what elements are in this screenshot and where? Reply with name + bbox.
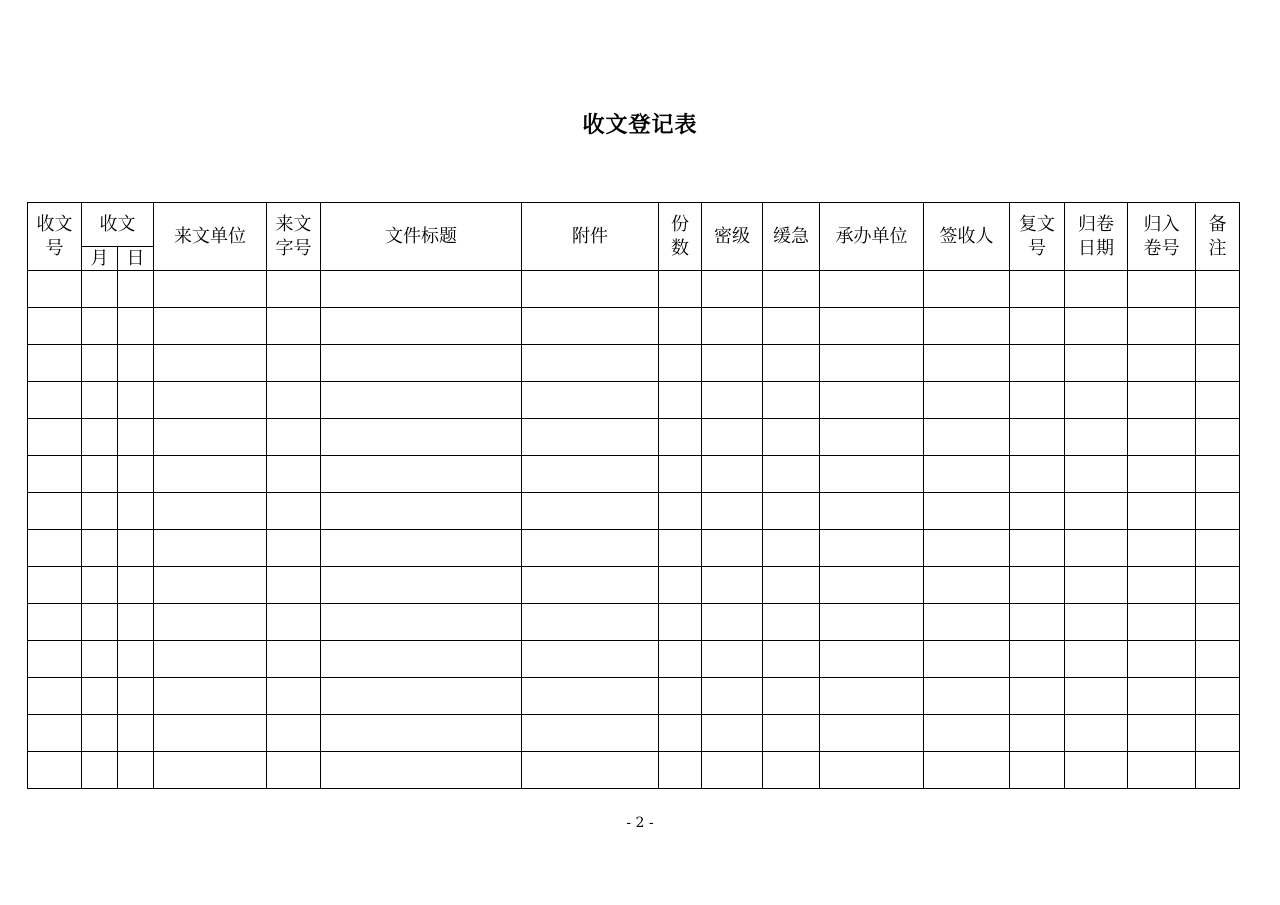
table-cell[interactable]: [1128, 752, 1196, 789]
table-cell[interactable]: [1065, 345, 1128, 382]
header-filing-date: 归卷 日期: [1065, 203, 1128, 271]
table-cell[interactable]: [924, 419, 1010, 456]
header-remarks: 备 注: [1196, 203, 1240, 271]
table-cell[interactable]: [924, 678, 1010, 715]
table-cell[interactable]: [820, 308, 924, 345]
table-cell[interactable]: [321, 641, 522, 678]
table-cell[interactable]: [1065, 382, 1128, 419]
table-cell[interactable]: [82, 567, 118, 604]
table-row: [28, 345, 1240, 382]
table-cell[interactable]: [118, 456, 154, 493]
table-cell[interactable]: [267, 752, 321, 789]
table-cell[interactable]: [1128, 567, 1196, 604]
table-cell[interactable]: [82, 641, 118, 678]
table-cell[interactable]: [267, 530, 321, 567]
table-cell[interactable]: [820, 419, 924, 456]
header-doc-title: 文件标题: [321, 203, 522, 271]
header-attachment: 附件: [522, 203, 659, 271]
header-sender-unit: 来文单位: [154, 203, 267, 271]
table-cell[interactable]: [763, 567, 820, 604]
table-cell[interactable]: [1196, 715, 1240, 752]
table-cell[interactable]: [1128, 678, 1196, 715]
table-row: [28, 641, 1240, 678]
table-cell[interactable]: [1010, 456, 1065, 493]
table-cell[interactable]: [763, 641, 820, 678]
table-cell[interactable]: [924, 641, 1010, 678]
table-cell[interactable]: [1128, 271, 1196, 308]
table-cell[interactable]: [154, 530, 267, 567]
table-cell[interactable]: [118, 678, 154, 715]
table-cell[interactable]: [267, 456, 321, 493]
table-cell[interactable]: [1128, 641, 1196, 678]
table-row: [28, 308, 1240, 345]
table-cell[interactable]: [118, 493, 154, 530]
header-signer: 签收人: [924, 203, 1010, 271]
table-cell[interactable]: [763, 530, 820, 567]
table-cell[interactable]: [82, 752, 118, 789]
table-cell[interactable]: [1196, 530, 1240, 567]
table-cell[interactable]: [702, 345, 763, 382]
table-cell[interactable]: [820, 715, 924, 752]
table-cell[interactable]: [82, 678, 118, 715]
table-cell[interactable]: [154, 382, 267, 419]
table-cell[interactable]: [702, 308, 763, 345]
table-cell[interactable]: [659, 641, 702, 678]
table-cell[interactable]: [763, 678, 820, 715]
table-row: [28, 382, 1240, 419]
table-cell[interactable]: [267, 641, 321, 678]
header-doc-number: 来文 字号: [267, 203, 321, 271]
table-cell[interactable]: [763, 456, 820, 493]
table-cell[interactable]: [1010, 530, 1065, 567]
table-cell[interactable]: [659, 456, 702, 493]
table-cell[interactable]: [28, 715, 82, 752]
table-cell[interactable]: [1065, 604, 1128, 641]
table-cell[interactable]: [702, 752, 763, 789]
table-cell[interactable]: [321, 419, 522, 456]
table-cell[interactable]: [1196, 678, 1240, 715]
table-cell[interactable]: [1065, 567, 1128, 604]
table-cell[interactable]: [28, 493, 82, 530]
table-cell[interactable]: [924, 271, 1010, 308]
table-cell[interactable]: [702, 641, 763, 678]
table-cell[interactable]: [321, 715, 522, 752]
table-cell[interactable]: [522, 752, 659, 789]
table-cell[interactable]: [267, 308, 321, 345]
table-cell[interactable]: [28, 382, 82, 419]
table-cell[interactable]: [924, 752, 1010, 789]
table-cell[interactable]: [763, 345, 820, 382]
table-cell[interactable]: [1196, 567, 1240, 604]
table-cell[interactable]: [659, 715, 702, 752]
table-cell[interactable]: [659, 382, 702, 419]
table-cell[interactable]: [763, 271, 820, 308]
table-cell[interactable]: [1196, 493, 1240, 530]
table-cell[interactable]: [267, 382, 321, 419]
table-cell[interactable]: [321, 493, 522, 530]
table-cell[interactable]: [1010, 641, 1065, 678]
table-cell[interactable]: [321, 308, 522, 345]
register-body: [28, 271, 1240, 789]
table-cell[interactable]: [154, 419, 267, 456]
table-row: [28, 567, 1240, 604]
table-cell[interactable]: [820, 678, 924, 715]
table-cell[interactable]: [522, 604, 659, 641]
table-cell[interactable]: [154, 752, 267, 789]
table-cell[interactable]: [702, 530, 763, 567]
table-cell[interactable]: [28, 456, 82, 493]
table-cell[interactable]: [118, 752, 154, 789]
table-cell[interactable]: [924, 345, 1010, 382]
table-cell[interactable]: [1196, 456, 1240, 493]
table-cell[interactable]: [763, 715, 820, 752]
table-cell[interactable]: [1065, 493, 1128, 530]
table-cell[interactable]: [321, 752, 522, 789]
table-cell[interactable]: [1128, 493, 1196, 530]
table-row: [28, 493, 1240, 530]
header-copies: 份 数: [659, 203, 702, 271]
table-cell[interactable]: [522, 493, 659, 530]
table-cell[interactable]: [659, 493, 702, 530]
table-cell[interactable]: [924, 456, 1010, 493]
header-month: 月: [82, 247, 118, 271]
table-cell[interactable]: [1010, 604, 1065, 641]
table-cell[interactable]: [154, 604, 267, 641]
table-cell[interactable]: [1010, 678, 1065, 715]
table-cell[interactable]: [154, 567, 267, 604]
table-cell[interactable]: [1196, 345, 1240, 382]
table-cell[interactable]: [321, 567, 522, 604]
table-cell[interactable]: [82, 419, 118, 456]
table-cell[interactable]: [522, 678, 659, 715]
table-cell[interactable]: [1010, 493, 1065, 530]
table-cell[interactable]: [28, 271, 82, 308]
header-receive-date: 收文: [82, 203, 154, 247]
table-cell[interactable]: [924, 382, 1010, 419]
table-cell[interactable]: [1010, 567, 1065, 604]
table-cell[interactable]: [267, 271, 321, 308]
table-cell[interactable]: [1128, 345, 1196, 382]
table-cell[interactable]: [659, 604, 702, 641]
table-cell[interactable]: [763, 752, 820, 789]
table-cell[interactable]: [1196, 604, 1240, 641]
table-cell[interactable]: [82, 345, 118, 382]
table-cell[interactable]: [28, 678, 82, 715]
header-day: 日: [118, 247, 154, 271]
table-cell[interactable]: [1196, 419, 1240, 456]
table-cell[interactable]: [820, 271, 924, 308]
table-cell[interactable]: [82, 382, 118, 419]
table-cell[interactable]: [28, 345, 82, 382]
table-cell[interactable]: [702, 456, 763, 493]
table-cell[interactable]: [82, 271, 118, 308]
receive-register-table: [27, 202, 1240, 789]
table-cell[interactable]: [267, 419, 321, 456]
table-cell[interactable]: [522, 530, 659, 567]
table-cell[interactable]: [820, 641, 924, 678]
table-cell[interactable]: [522, 382, 659, 419]
table-cell[interactable]: [702, 382, 763, 419]
table-cell[interactable]: [1065, 419, 1128, 456]
table-cell[interactable]: [522, 345, 659, 382]
table-cell[interactable]: [1065, 678, 1128, 715]
table-cell[interactable]: [924, 530, 1010, 567]
table-cell[interactable]: [1196, 382, 1240, 419]
table-cell[interactable]: [1065, 308, 1128, 345]
table-cell[interactable]: [820, 567, 924, 604]
table-cell[interactable]: [82, 530, 118, 567]
table-cell[interactable]: [820, 345, 924, 382]
table-cell[interactable]: [820, 604, 924, 641]
table-cell[interactable]: [267, 345, 321, 382]
table-cell[interactable]: [321, 530, 522, 567]
table-cell[interactable]: [154, 456, 267, 493]
table-cell[interactable]: [1010, 715, 1065, 752]
table-cell[interactable]: [924, 493, 1010, 530]
table-cell[interactable]: [522, 456, 659, 493]
table-row: [28, 456, 1240, 493]
table-cell[interactable]: [1010, 308, 1065, 345]
table-cell[interactable]: [267, 715, 321, 752]
table-cell[interactable]: [763, 604, 820, 641]
table-cell[interactable]: [659, 678, 702, 715]
table-cell[interactable]: [1196, 752, 1240, 789]
table-cell[interactable]: [1065, 271, 1128, 308]
table-cell[interactable]: [321, 604, 522, 641]
table-cell[interactable]: [118, 345, 154, 382]
table-cell[interactable]: [82, 604, 118, 641]
table-row: [28, 419, 1240, 456]
table-cell[interactable]: [702, 715, 763, 752]
header-secrecy: 密级: [702, 203, 763, 271]
table-cell[interactable]: [118, 567, 154, 604]
table-cell[interactable]: [1128, 382, 1196, 419]
table-cell[interactable]: [702, 271, 763, 308]
table-cell[interactable]: [154, 345, 267, 382]
table-cell[interactable]: [820, 530, 924, 567]
table-cell[interactable]: [1065, 456, 1128, 493]
page-title: 收文登记表: [582, 113, 698, 138]
table-cell[interactable]: [1010, 345, 1065, 382]
table-cell[interactable]: [1196, 641, 1240, 678]
table-cell[interactable]: [118, 604, 154, 641]
table-cell[interactable]: [1128, 530, 1196, 567]
table-cell[interactable]: [321, 271, 522, 308]
table-cell[interactable]: [702, 567, 763, 604]
table-cell[interactable]: [154, 641, 267, 678]
table-cell[interactable]: [321, 678, 522, 715]
table-cell[interactable]: [702, 419, 763, 456]
table-cell[interactable]: [924, 715, 1010, 752]
table-cell[interactable]: [267, 567, 321, 604]
table-cell[interactable]: [1010, 382, 1065, 419]
table-cell[interactable]: [1065, 715, 1128, 752]
table-cell[interactable]: [659, 752, 702, 789]
table-cell[interactable]: [924, 567, 1010, 604]
table-cell[interactable]: [82, 715, 118, 752]
table-cell[interactable]: [924, 604, 1010, 641]
table-cell[interactable]: [763, 308, 820, 345]
table-cell[interactable]: [118, 530, 154, 567]
table-cell[interactable]: [820, 456, 924, 493]
table-cell[interactable]: [1128, 456, 1196, 493]
table-cell[interactable]: [82, 493, 118, 530]
table-cell[interactable]: [659, 530, 702, 567]
table-cell[interactable]: [1128, 715, 1196, 752]
page-number: - 2 -: [626, 815, 654, 831]
table-cell[interactable]: [28, 530, 82, 567]
header-handling-unit: 承办单位: [820, 203, 924, 271]
table-row: [28, 604, 1240, 641]
table-cell[interactable]: [522, 641, 659, 678]
table-cell[interactable]: [321, 345, 522, 382]
table-cell[interactable]: [118, 715, 154, 752]
header-reply-no: 复文 号: [1010, 203, 1065, 271]
table-row: [28, 678, 1240, 715]
table-cell[interactable]: [82, 456, 118, 493]
table-cell[interactable]: [522, 567, 659, 604]
table-cell[interactable]: [321, 382, 522, 419]
table-row: [28, 271, 1240, 308]
table-cell[interactable]: [28, 604, 82, 641]
table-row: [28, 530, 1240, 567]
table-cell[interactable]: [1128, 308, 1196, 345]
table-cell[interactable]: [267, 493, 321, 530]
table-cell[interactable]: [118, 382, 154, 419]
table-row: [28, 715, 1240, 752]
table-cell[interactable]: [924, 308, 1010, 345]
table-cell[interactable]: [763, 419, 820, 456]
table-cell[interactable]: [28, 641, 82, 678]
table-cell[interactable]: [82, 308, 118, 345]
table-cell[interactable]: [763, 382, 820, 419]
table-cell[interactable]: [659, 567, 702, 604]
table-cell[interactable]: [154, 493, 267, 530]
table-cell[interactable]: [28, 419, 82, 456]
table-cell[interactable]: [154, 715, 267, 752]
table-cell[interactable]: [154, 308, 267, 345]
table-cell[interactable]: [1128, 419, 1196, 456]
table-cell[interactable]: [659, 271, 702, 308]
table-cell[interactable]: [659, 308, 702, 345]
table-cell[interactable]: [1010, 271, 1065, 308]
table-cell[interactable]: [659, 419, 702, 456]
table-cell[interactable]: [118, 271, 154, 308]
table-cell[interactable]: [118, 308, 154, 345]
table-cell[interactable]: [1065, 641, 1128, 678]
table-cell[interactable]: [154, 678, 267, 715]
table-cell[interactable]: [522, 308, 659, 345]
table-cell[interactable]: [1065, 530, 1128, 567]
table-cell[interactable]: [820, 382, 924, 419]
table-cell[interactable]: [118, 641, 154, 678]
table-cell[interactable]: [1010, 419, 1065, 456]
table-cell[interactable]: [118, 419, 154, 456]
table-cell[interactable]: [321, 456, 522, 493]
table-cell[interactable]: [28, 752, 82, 789]
table-cell[interactable]: [659, 345, 702, 382]
table-cell[interactable]: [1010, 752, 1065, 789]
table-cell[interactable]: [267, 678, 321, 715]
table-cell[interactable]: [702, 678, 763, 715]
table-cell[interactable]: [1196, 271, 1240, 308]
header-volume-no: 归入 卷号: [1128, 203, 1196, 271]
table-cell[interactable]: [28, 567, 82, 604]
table-cell[interactable]: [820, 752, 924, 789]
header-serial-no: 收文 号: [28, 203, 82, 271]
table-row: [28, 752, 1240, 789]
table-cell[interactable]: [763, 493, 820, 530]
table-cell[interactable]: [702, 493, 763, 530]
header-urgency: 缓急: [763, 203, 820, 271]
table-cell[interactable]: [522, 419, 659, 456]
table-cell[interactable]: [522, 715, 659, 752]
table-cell[interactable]: [28, 308, 82, 345]
table-cell[interactable]: [702, 604, 763, 641]
table-cell[interactable]: [154, 271, 267, 308]
table-cell[interactable]: [820, 493, 924, 530]
table-cell[interactable]: [1196, 308, 1240, 345]
table-cell[interactable]: [1065, 752, 1128, 789]
table-cell[interactable]: [267, 604, 321, 641]
table-cell[interactable]: [522, 271, 659, 308]
table-cell[interactable]: [1128, 604, 1196, 641]
